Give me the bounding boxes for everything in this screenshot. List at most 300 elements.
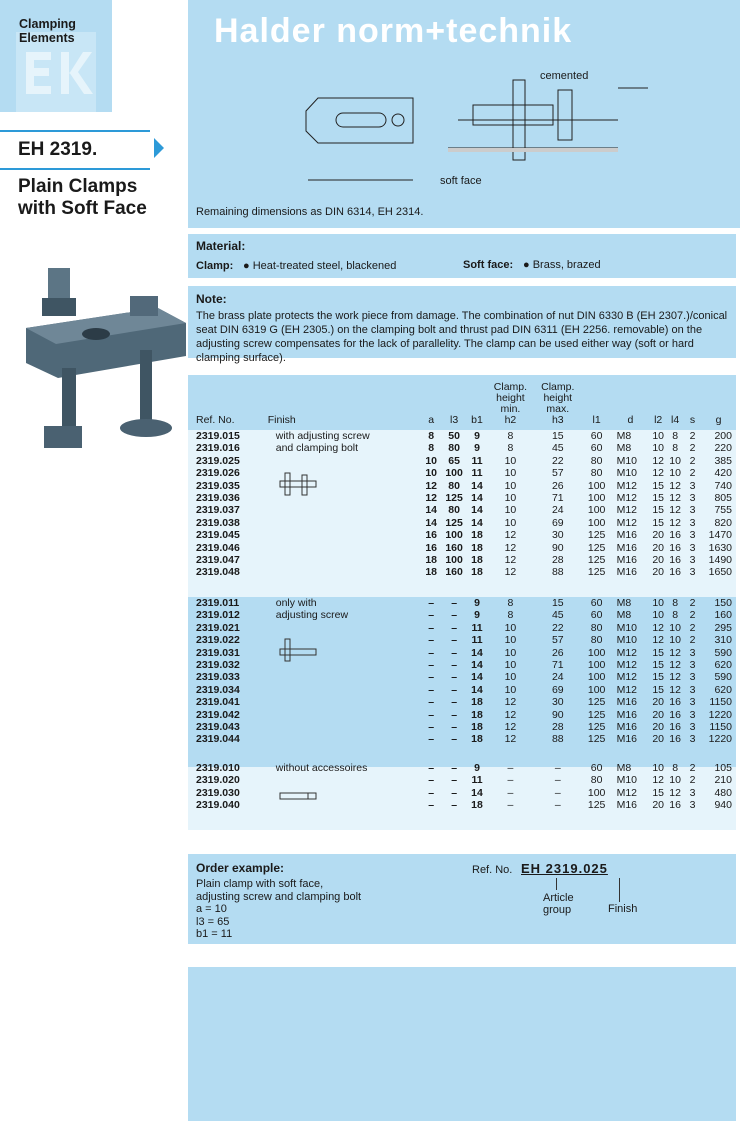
value-cell: 125 xyxy=(587,708,606,721)
value-cell: – xyxy=(428,609,435,622)
value-cell: 18 xyxy=(471,708,483,721)
value-cell: 10 xyxy=(504,454,517,467)
value-cell: 12 xyxy=(425,479,438,492)
finish-cell xyxy=(268,671,421,683)
value-cell: 10 xyxy=(625,621,638,634)
value-cell: M xyxy=(616,504,626,517)
value-cell: 2 xyxy=(689,634,696,647)
value-cell: 12 xyxy=(504,554,517,567)
value-cell: 14 xyxy=(471,504,483,517)
value-cell: 20 xyxy=(652,733,665,746)
value-cell: 1490 xyxy=(708,554,732,567)
finish-cell xyxy=(268,554,421,566)
value-cell: 8 xyxy=(625,430,632,442)
value-cell: 28 xyxy=(551,720,564,733)
ref-no-cell: 2319.036 xyxy=(196,492,240,505)
header-b1: b1 xyxy=(471,414,483,426)
value-cell: 24 xyxy=(551,504,564,517)
value-cell: 20 xyxy=(652,529,665,542)
ref-no-cell: 2319.047 xyxy=(196,554,240,567)
value-cell: 16 xyxy=(625,708,638,721)
value-cell: 10 xyxy=(652,761,665,774)
value-cell: 80 xyxy=(448,504,460,517)
value-cell: 16 xyxy=(669,554,681,567)
value-cell: 18 xyxy=(471,529,483,542)
table-row xyxy=(188,430,736,442)
ref-no-cell: 2319.040 xyxy=(196,798,240,811)
value-cell: 8 xyxy=(672,442,679,455)
header-g: g xyxy=(715,414,722,426)
header-l4: l4 xyxy=(671,414,680,426)
value-cell: 14 xyxy=(425,516,438,529)
table-row xyxy=(188,696,736,708)
value-cell: 1150 xyxy=(709,696,732,709)
ref-no-cell: 2319.030 xyxy=(196,786,240,799)
order-example-panel xyxy=(188,854,736,944)
value-cell: 8 xyxy=(672,609,679,622)
value-cell: 3 xyxy=(689,492,696,505)
note-panel xyxy=(188,286,736,364)
table-row xyxy=(188,671,736,683)
value-cell: 28 xyxy=(551,554,564,567)
finish-cell: with adjusting screw xyxy=(275,430,370,442)
value-cell: – xyxy=(451,761,458,774)
value-cell: 16 xyxy=(625,696,638,709)
ref-no-cell: 2319.044 xyxy=(196,733,240,746)
value-cell: 3 xyxy=(689,708,696,721)
finish-cell xyxy=(268,542,421,554)
value-cell: 15 xyxy=(652,504,665,517)
value-cell: 125 xyxy=(587,720,606,733)
table-row xyxy=(188,709,736,721)
value-cell: 10 xyxy=(625,467,638,480)
value-cell: 12 xyxy=(652,634,665,647)
ref-no-cell: 2319.011 xyxy=(196,596,240,609)
value-cell: – xyxy=(428,671,435,684)
value-cell: 15 xyxy=(551,596,564,609)
value-cell: 12 xyxy=(652,467,665,480)
note-heading: Note: xyxy=(196,292,227,306)
value-cell: – xyxy=(428,658,435,671)
value-cell: 18 xyxy=(471,541,483,554)
value-cell: 16 xyxy=(669,529,681,542)
cemented-label: cemented xyxy=(540,70,589,82)
value-cell: 10 xyxy=(504,646,517,659)
value-cell: 14 xyxy=(471,492,483,505)
value-cell: 22 xyxy=(551,621,564,634)
value-cell: 2 xyxy=(689,467,696,480)
value-cell: 10 xyxy=(652,442,665,455)
value-cell: 12 xyxy=(625,504,638,517)
ref-no-cell: 2319.037 xyxy=(196,504,240,517)
order-heading: Order example: xyxy=(196,861,285,875)
value-cell: 20 xyxy=(652,696,665,709)
value-cell: 12 xyxy=(504,733,517,746)
finish-cell xyxy=(268,774,421,786)
value-cell: 3 xyxy=(689,529,696,542)
value-cell: M xyxy=(616,554,626,567)
value-cell: M xyxy=(616,541,626,554)
value-cell: 9 xyxy=(474,609,480,622)
value-cell: 69 xyxy=(551,516,564,529)
remaining-dimensions: Remaining dimensions as DIN 6314, EH 2314. xyxy=(196,206,424,218)
table-row xyxy=(188,609,736,621)
value-cell: M xyxy=(616,720,626,733)
product-code-box xyxy=(0,130,150,170)
value-cell: 60 xyxy=(590,430,603,442)
value-cell: – xyxy=(507,786,514,799)
value-cell: M xyxy=(616,671,626,684)
value-cell: 30 xyxy=(551,696,564,709)
value-cell: 480 xyxy=(714,786,732,799)
value-cell: 805 xyxy=(714,492,732,505)
table-row xyxy=(188,733,736,745)
value-cell: 10 xyxy=(625,774,638,787)
value-cell: 12 xyxy=(669,683,681,696)
clamp-label: Clamp: xyxy=(196,260,234,272)
ref-no-cell: 2319.010 xyxy=(196,761,240,774)
value-cell: 10 xyxy=(504,492,517,505)
ref-no-cell: 2319.048 xyxy=(196,566,240,579)
article-group-label: Article group xyxy=(543,892,574,916)
value-cell: – xyxy=(451,733,458,746)
value-cell: M xyxy=(616,696,626,709)
value-cell: – xyxy=(451,786,458,799)
value-cell: 45 xyxy=(551,609,564,622)
value-cell: 3 xyxy=(689,786,696,799)
ref-no-cell: 2319.043 xyxy=(196,720,240,733)
table-row xyxy=(188,542,736,554)
value-cell: 755 xyxy=(714,504,732,517)
value-cell: – xyxy=(507,798,514,811)
value-cell: 9 xyxy=(474,761,480,774)
value-cell: 3 xyxy=(689,646,696,659)
value-cell: 2 xyxy=(689,454,696,467)
value-cell: – xyxy=(428,696,435,709)
value-cell: 2 xyxy=(689,609,696,622)
ref-no-cell: 2319.046 xyxy=(196,541,240,554)
value-cell: 12 xyxy=(652,621,665,634)
header-s: s xyxy=(689,414,696,426)
value-cell: – xyxy=(428,733,435,746)
value-cell: 80 xyxy=(448,442,460,455)
value-cell: – xyxy=(451,696,458,709)
value-cell: 200 xyxy=(714,430,732,442)
value-cell: – xyxy=(451,609,458,622)
header-l2: l2 xyxy=(654,414,663,426)
value-cell: 50 xyxy=(448,430,460,442)
value-cell: 10 xyxy=(504,621,517,634)
ref-no-cell: 2319.038 xyxy=(196,516,240,529)
value-cell: 30 xyxy=(551,529,564,542)
value-cell: 8 xyxy=(428,442,435,455)
header-a: a xyxy=(428,414,435,426)
value-cell: 100 xyxy=(445,467,463,480)
value-cell: 60 xyxy=(590,609,603,622)
value-cell: – xyxy=(554,798,561,811)
product-code: EH 2319. xyxy=(18,139,98,160)
value-cell: 11 xyxy=(471,774,483,787)
value-cell: 12 xyxy=(625,646,638,659)
value-cell: 12 xyxy=(669,658,681,671)
value-cell: 16 xyxy=(625,733,638,746)
value-cell: 125 xyxy=(587,554,606,567)
value-cell: – xyxy=(507,774,514,787)
value-cell: 2 xyxy=(689,761,696,774)
value-cell: 14 xyxy=(425,504,438,517)
value-cell: 14 xyxy=(471,479,483,492)
value-cell: 16 xyxy=(625,529,638,542)
table-row xyxy=(188,480,736,492)
value-cell: M xyxy=(616,430,626,442)
ref-no-cell: 2319.022 xyxy=(196,634,240,647)
value-cell: – xyxy=(428,761,435,774)
value-cell: 2 xyxy=(689,442,696,455)
value-cell: 22 xyxy=(551,454,564,467)
value-cell: 12 xyxy=(669,516,681,529)
ref-no-cell: 2319.025 xyxy=(196,454,240,467)
table-row xyxy=(188,566,736,578)
header-l3: l3 xyxy=(450,414,459,426)
value-cell: 45 xyxy=(551,442,564,455)
spec-table-area xyxy=(188,375,736,830)
finish-cell xyxy=(268,529,421,541)
value-cell: 60 xyxy=(590,596,603,609)
value-cell: 88 xyxy=(551,566,564,579)
table-header-row xyxy=(188,375,736,430)
value-cell: 11 xyxy=(471,467,483,480)
value-cell: 620 xyxy=(714,683,732,696)
value-cell: – xyxy=(451,683,458,696)
value-cell: 18 xyxy=(471,566,483,579)
category-box xyxy=(0,0,112,112)
value-cell: 18 xyxy=(471,554,483,567)
value-cell: 12 xyxy=(625,658,638,671)
table-row xyxy=(188,799,736,811)
value-cell: 10 xyxy=(504,671,517,684)
value-cell: 69 xyxy=(551,683,564,696)
value-cell: 16 xyxy=(669,541,681,554)
value-cell: 820 xyxy=(714,516,732,529)
ref-no-cell: 2319.026 xyxy=(196,467,240,480)
value-cell: 8 xyxy=(507,430,514,442)
value-cell: M xyxy=(616,646,626,659)
value-cell: 26 xyxy=(551,479,564,492)
value-cell: 12 xyxy=(504,541,517,554)
value-cell: 12 xyxy=(669,504,681,517)
value-cell: 3 xyxy=(689,683,696,696)
table-row xyxy=(188,647,736,659)
value-cell: – xyxy=(428,720,435,733)
value-cell: 57 xyxy=(551,467,564,480)
value-cell: 16 xyxy=(425,541,438,554)
value-cell: 10 xyxy=(652,430,665,442)
value-cell: 20 xyxy=(652,798,665,811)
value-cell: – xyxy=(554,786,561,799)
value-cell: 10 xyxy=(625,634,638,647)
finish-cell xyxy=(268,622,421,634)
value-cell: 11 xyxy=(471,634,483,647)
value-cell: M xyxy=(616,566,626,579)
value-cell: 125 xyxy=(587,541,606,554)
value-cell: – xyxy=(428,646,435,659)
value-cell: M xyxy=(616,683,626,696)
value-cell: 10 xyxy=(504,634,517,647)
value-cell: 3 xyxy=(689,658,696,671)
value-cell: – xyxy=(428,683,435,696)
value-cell: 8 xyxy=(428,430,435,442)
value-cell: 8 xyxy=(625,596,632,609)
table-row xyxy=(188,622,736,634)
value-cell: 125 xyxy=(587,566,606,579)
value-cell: 12 xyxy=(652,774,665,787)
value-cell: 1630 xyxy=(708,541,732,554)
value-cell: 3 xyxy=(689,720,696,733)
finish-cell: adjusting screw xyxy=(275,609,349,622)
value-cell: 10 xyxy=(504,683,517,696)
finish-cell xyxy=(268,733,421,745)
value-cell: – xyxy=(451,634,458,647)
value-cell: 3 xyxy=(689,504,696,517)
table-row xyxy=(188,684,736,696)
value-cell: 385 xyxy=(714,454,732,467)
finish-cell xyxy=(268,684,421,696)
value-cell: 160 xyxy=(714,609,732,622)
table-row xyxy=(188,659,736,671)
header-ref: Ref. No. xyxy=(196,414,235,426)
value-cell: 8 xyxy=(507,442,514,455)
value-cell: – xyxy=(451,658,458,671)
value-cell: 12 xyxy=(625,479,638,492)
value-cell: 20 xyxy=(652,541,665,554)
value-cell: 11 xyxy=(471,454,483,467)
value-cell: 1150 xyxy=(709,720,732,733)
value-cell: 80 xyxy=(590,634,603,647)
value-cell: 14 xyxy=(471,646,483,659)
table-row xyxy=(188,554,736,566)
ref-no-cell: 2319.035 xyxy=(196,479,240,492)
clamp-with-screw-icon xyxy=(276,637,321,663)
finish-cell xyxy=(268,517,421,529)
value-cell: 10 xyxy=(669,621,681,634)
value-cell: M xyxy=(616,609,626,622)
value-cell: – xyxy=(451,720,458,733)
finish-cell: and clamping bolt xyxy=(275,442,359,455)
soft-face-label: soft face xyxy=(440,175,482,187)
plain-clamp-photo xyxy=(18,268,188,468)
value-cell: M xyxy=(616,467,626,480)
value-cell: 100 xyxy=(587,646,606,659)
value-cell: 15 xyxy=(652,516,665,529)
empty-panel xyxy=(188,967,736,1121)
value-cell: M xyxy=(616,774,626,787)
value-cell: 12 xyxy=(425,492,438,505)
value-cell: 18 xyxy=(425,566,438,579)
value-cell: M xyxy=(616,761,626,774)
value-cell: 80 xyxy=(590,454,603,467)
table-row xyxy=(188,517,736,529)
value-cell: 90 xyxy=(551,708,564,721)
value-cell: M xyxy=(616,516,626,529)
value-cell: 18 xyxy=(471,733,483,746)
value-cell: – xyxy=(428,596,435,609)
ref-no-cell: 2319.042 xyxy=(196,708,240,721)
ref-no-cell: 2319.034 xyxy=(196,683,240,696)
value-cell: 10 xyxy=(652,609,665,622)
value-cell: 12 xyxy=(625,492,638,505)
value-cell: 10 xyxy=(669,774,681,787)
value-cell: 15 xyxy=(551,430,564,442)
table-row xyxy=(188,492,736,504)
value-cell: 60 xyxy=(590,442,603,455)
value-cell: 125 xyxy=(445,492,463,505)
value-cell: 940 xyxy=(714,798,732,811)
value-cell: 12 xyxy=(669,479,681,492)
technical-drawing xyxy=(278,70,728,195)
value-cell: 18 xyxy=(471,696,483,709)
value-cell: 8 xyxy=(625,609,632,622)
clamp-with-screw-and-bolt-icon xyxy=(276,471,321,497)
value-cell: 9 xyxy=(474,430,480,442)
value-cell: 16 xyxy=(669,708,681,721)
value-cell: 100 xyxy=(445,529,463,542)
value-cell: 2 xyxy=(689,430,696,442)
value-cell: 9 xyxy=(474,442,480,455)
value-cell: M xyxy=(616,621,626,634)
value-cell: M xyxy=(616,479,626,492)
finish-cell xyxy=(268,504,421,516)
value-cell: 15 xyxy=(652,479,665,492)
value-cell: 12 xyxy=(669,786,681,799)
material-panel xyxy=(188,234,736,278)
value-cell: 100 xyxy=(587,671,606,684)
ref-no-cell: 2319.012 xyxy=(196,609,240,622)
value-cell: 20 xyxy=(652,720,665,733)
value-cell: 88 xyxy=(551,733,564,746)
header-l1: l1 xyxy=(592,414,601,426)
value-cell: 12 xyxy=(669,492,681,505)
value-cell: – xyxy=(451,708,458,721)
value-cell: 1220 xyxy=(708,733,732,746)
value-cell: 14 xyxy=(471,671,483,684)
value-cell: 10 xyxy=(504,516,517,529)
finish-cell xyxy=(268,566,421,578)
value-cell: 80 xyxy=(590,467,603,480)
material-heading: Material: xyxy=(196,239,246,253)
value-cell: 3 xyxy=(689,516,696,529)
value-cell: 26 xyxy=(551,646,564,659)
value-cell: 220 xyxy=(714,442,732,455)
header-h2: Clamp. height min. h2 xyxy=(493,381,528,426)
value-cell: 10 xyxy=(504,658,517,671)
ref-no-cell: 2319.020 xyxy=(196,774,240,787)
value-cell: 12 xyxy=(504,720,517,733)
value-cell: M xyxy=(616,529,626,542)
value-cell: 14 xyxy=(471,786,483,799)
value-cell: 16 xyxy=(669,798,681,811)
value-cell: 8 xyxy=(507,596,514,609)
value-cell: 100 xyxy=(587,683,606,696)
value-cell: 8 xyxy=(507,609,514,622)
value-cell: 100 xyxy=(445,554,463,567)
value-cell: 20 xyxy=(652,566,665,579)
value-cell: 15 xyxy=(652,492,665,505)
table-row xyxy=(188,721,736,733)
value-cell: M xyxy=(616,492,626,505)
value-cell: 10 xyxy=(625,454,638,467)
table-row xyxy=(188,467,736,479)
value-cell: 16 xyxy=(669,696,681,709)
